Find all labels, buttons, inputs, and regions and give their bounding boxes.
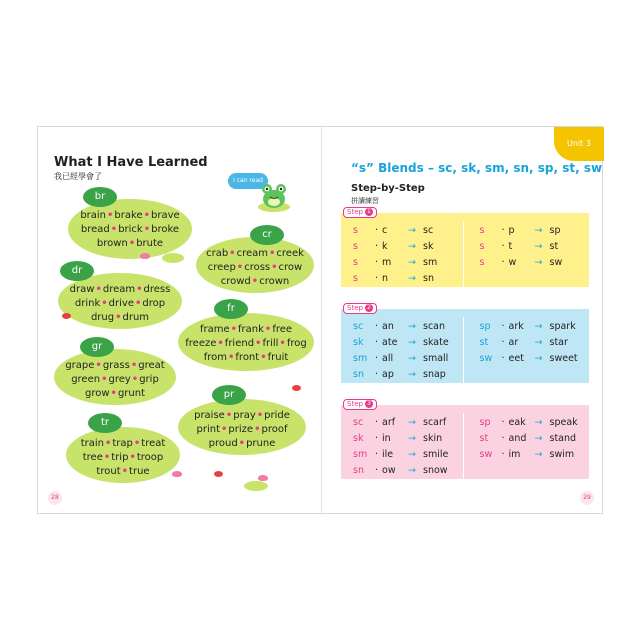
word-line: crowd•crown	[220, 276, 290, 287]
blend-row: s · m → sm	[353, 255, 463, 271]
word: praise	[194, 410, 225, 421]
arrow-icon: →	[408, 433, 416, 444]
arrow-icon: →	[408, 369, 416, 380]
word-line: proud•prune	[208, 438, 276, 449]
blend-row: sk · ate → skate	[353, 335, 463, 351]
page-subtitle: 我已經學會了	[54, 172, 102, 181]
word: drink	[74, 298, 101, 309]
flower-icon	[140, 253, 150, 259]
word: free	[272, 324, 293, 335]
word-pad-br	[68, 199, 192, 259]
step-box-3	[341, 400, 589, 479]
blend-leaf-gr: gr	[80, 337, 114, 357]
word: prune	[246, 438, 276, 449]
arrow-icon: →	[534, 257, 543, 268]
blend-row: sm · ile → smile	[353, 447, 463, 463]
word: green	[71, 374, 101, 385]
word: drive	[108, 298, 134, 309]
word: frame	[199, 324, 230, 335]
word-line: trout•true	[96, 466, 150, 477]
step-number: 1	[365, 208, 373, 216]
word-line: green•grey•grip	[71, 374, 159, 385]
word: brute	[136, 238, 164, 249]
word-line: drink•drive•drop	[74, 298, 166, 309]
word-pad-tr	[66, 427, 180, 483]
word: front	[235, 352, 260, 363]
frog-icon	[256, 179, 292, 213]
word: tree	[82, 452, 103, 463]
word: grey	[108, 374, 131, 385]
arrow-icon: →	[534, 321, 543, 332]
step-label: Step 1	[343, 207, 377, 218]
blend-row: sc · an → scan	[353, 319, 463, 335]
fish-icon	[214, 471, 223, 477]
word: prize	[228, 424, 254, 435]
word-line: brown•brute	[96, 238, 164, 249]
blend-leaf-pr: pr	[212, 385, 246, 405]
step-column	[463, 317, 590, 383]
step-column	[341, 413, 463, 479]
word: print	[196, 424, 221, 435]
blend-row: sw · eet → sweet	[480, 351, 590, 367]
word: broke	[151, 224, 180, 235]
word: grip	[139, 374, 159, 385]
word: drop	[142, 298, 166, 309]
word-line: bread•brick•broke	[80, 224, 180, 235]
blend-row: s · c → sc	[353, 223, 463, 239]
word-line: grape•grass•great	[65, 360, 165, 371]
word: brown	[96, 238, 128, 249]
lily-pad-icon	[244, 481, 268, 491]
arrow-icon: →	[408, 225, 416, 236]
word: friend	[224, 338, 255, 349]
word-line: frame•frank•free	[199, 324, 293, 335]
left-page	[38, 127, 321, 513]
step-column	[463, 413, 590, 479]
step-number: 3	[365, 400, 373, 408]
step-by-step-subheading: 拼讀練習	[351, 197, 379, 205]
word-line: brain•brake•brave	[80, 210, 180, 221]
book-spread	[37, 126, 603, 514]
word: pride	[264, 410, 290, 421]
word: train	[80, 438, 104, 449]
word: crown	[259, 276, 290, 287]
word: grow	[84, 388, 110, 399]
word: cross	[244, 262, 271, 273]
word: trout	[96, 466, 121, 477]
page-number: 29	[580, 491, 594, 505]
word-pad-pr	[178, 399, 306, 455]
fish-icon	[62, 313, 71, 319]
arrow-icon: →	[408, 465, 416, 476]
blend-row: st · ar → star	[480, 335, 590, 351]
blend-leaf-fr: fr	[214, 299, 248, 319]
word: crowd	[220, 276, 251, 287]
blend-row: s · t → st	[480, 239, 590, 255]
word: brave	[151, 210, 180, 221]
arrow-icon: →	[408, 449, 416, 460]
word-pad-fr	[178, 313, 314, 371]
word: troop	[136, 452, 164, 463]
word-line: from•front•fruit	[203, 352, 289, 363]
word-pad-dr	[58, 273, 182, 329]
blend-row: s · w → sw	[480, 255, 590, 271]
step-column	[463, 221, 590, 287]
word-line: grow•grunt	[84, 388, 145, 399]
word: dress	[143, 284, 171, 295]
page-number: 28	[48, 491, 62, 505]
word: brick	[118, 224, 143, 235]
arrow-icon: →	[534, 241, 543, 252]
blend-row: sw · im → swim	[480, 447, 590, 463]
arrow-icon: →	[534, 449, 543, 460]
blend-row: sk · in → skin	[353, 431, 463, 447]
arrow-icon: →	[408, 257, 416, 268]
word: creep	[207, 262, 236, 273]
word: brain	[80, 210, 107, 221]
arrow-icon: →	[534, 417, 543, 428]
word: freeze	[185, 338, 217, 349]
word: trip	[111, 452, 129, 463]
word: fruit	[267, 352, 289, 363]
word-line: creep•cross•crow	[207, 262, 303, 273]
word-line: drug•drum	[90, 312, 150, 323]
word-line: train•trap•treat	[80, 438, 166, 449]
arrow-icon: →	[408, 321, 416, 332]
blend-leaf-tr: tr	[88, 413, 122, 433]
step-number: 2	[365, 304, 373, 312]
arrow-icon: →	[408, 241, 416, 252]
blend-row: s · n → sn	[353, 271, 463, 287]
word-line: crab•cream•creek	[206, 248, 304, 259]
word-line: freeze•friend•frill•frog	[185, 338, 307, 349]
speech-bubble: I can read	[228, 173, 268, 189]
word: true	[129, 466, 150, 477]
word: draw	[69, 284, 95, 295]
blend-row: s · p → sp	[480, 223, 590, 239]
flower-icon	[258, 475, 268, 481]
lily-pad-icon	[162, 253, 184, 263]
page-title: What I Have Learned	[54, 155, 208, 170]
word-line: print•prize•proof	[196, 424, 288, 435]
word: creek	[276, 248, 304, 259]
word: frog	[286, 338, 307, 349]
word: trap	[112, 438, 133, 449]
word-pad-gr	[54, 349, 176, 405]
page-title: “s” Blends – sc, sk, sm, sn, sp, st, sw	[351, 161, 603, 175]
step-label: Step 3	[343, 399, 377, 410]
step-by-step-heading: Step-by-Step	[351, 183, 425, 194]
word-line: tree•trip•troop	[82, 452, 164, 463]
blend-leaf-cr: cr	[250, 225, 284, 245]
blend-row: st · and → stand	[480, 431, 590, 447]
word: great	[138, 360, 165, 371]
word: drug	[90, 312, 115, 323]
word-line: draw•dream•dress	[69, 284, 171, 295]
word: frank	[238, 324, 264, 335]
word: grunt	[117, 388, 145, 399]
blend-leaf-br: br	[83, 187, 117, 207]
step-column	[341, 317, 463, 383]
word: dream	[102, 284, 136, 295]
word: crab	[206, 248, 229, 259]
blend-row: sc · arf → scarf	[353, 415, 463, 431]
word: proud	[208, 438, 238, 449]
arrow-icon: →	[408, 337, 416, 348]
step-label: Step 2	[343, 303, 377, 314]
step-column	[341, 221, 463, 287]
arrow-icon: →	[408, 353, 416, 364]
word: grass	[102, 360, 130, 371]
word: treat	[141, 438, 166, 449]
fish-icon	[292, 385, 301, 391]
word: from	[203, 352, 227, 363]
word: grape	[65, 360, 95, 371]
word: pray	[233, 410, 256, 421]
blend-row: sp · ark → spark	[480, 319, 590, 335]
blend-row: s · k → sk	[353, 239, 463, 255]
arrow-icon: →	[534, 353, 543, 364]
blend-row: sm · all → small	[353, 351, 463, 367]
blend-row: sn · ow → snow	[353, 463, 463, 479]
arrow-icon: →	[408, 417, 416, 428]
arrow-icon: →	[534, 225, 543, 236]
word: brake	[114, 210, 143, 221]
arrow-icon: →	[534, 337, 543, 348]
word: crow	[278, 262, 303, 273]
arrow-icon: →	[408, 273, 416, 284]
blend-row: sn · ap → snap	[353, 367, 463, 383]
arrow-icon: →	[534, 433, 543, 444]
word: frill	[262, 338, 279, 349]
word: bread	[80, 224, 110, 235]
step-box-2	[341, 304, 589, 383]
blend-leaf-dr: dr	[60, 261, 94, 281]
right-page	[321, 127, 604, 513]
word-pad-cr	[196, 237, 314, 293]
step-box-1	[341, 208, 589, 287]
word: drum	[122, 312, 150, 323]
unit-tab: Unit 3	[554, 127, 604, 161]
word-line: praise•pray•pride	[194, 410, 290, 421]
blend-row: sp · eak → speak	[480, 415, 590, 431]
word: cream	[236, 248, 268, 259]
word: proof	[261, 424, 288, 435]
flower-icon	[172, 471, 182, 477]
